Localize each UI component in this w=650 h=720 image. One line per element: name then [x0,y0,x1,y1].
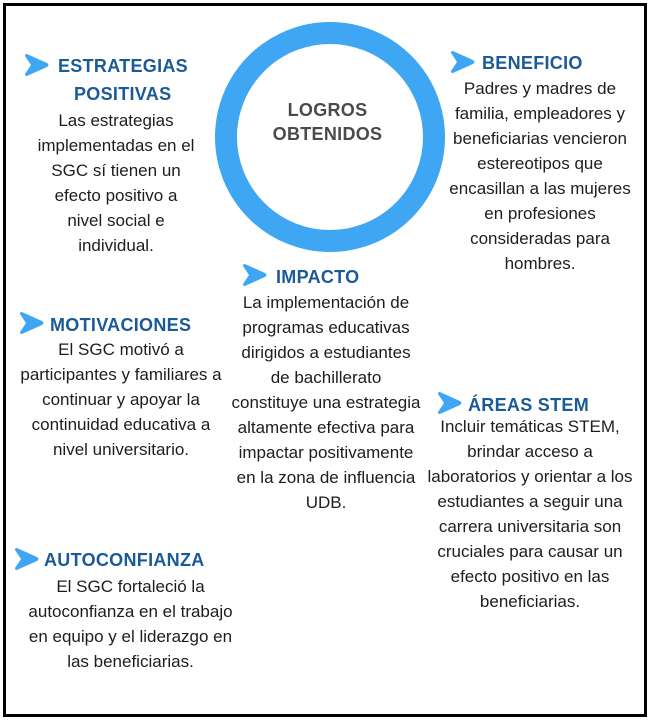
section-title: ÁREAS STEM [468,395,590,415]
section-text: Incluir temáticas STEM, brindar acceso a laboratorios y orientar a los estudiantes a seguir una carrera universitaria son cruciales para causar un efecto positivo en las beneficiarias. [427,417,633,611]
section-title: IMPACTO [276,267,360,287]
section-text: Padres y madres de familia, empleadores y beneficiarias vencieron estereotipos que encasillan a las mujeres en profesiones consideradas para hombres. [449,79,631,273]
section-text: El SGC fortaleció la autoconfianza en el trabajo en equipo y el liderazgo en las beneficiarias. [28,577,233,671]
play-arrow-icon [448,50,476,74]
play-arrow-icon [22,53,50,77]
section-title-line2: POSITIVAS [74,84,172,104]
section-text: El SGC motivó a participantes y familiares a continuar y apoyar la continuidad educativa a nivel universitario. [20,340,222,459]
section-title: ESTRATEGIAS [58,56,188,76]
center-title: LOGROS OBTENIDOS [272,100,383,144]
play-arrow-icon [12,547,40,571]
section-title: AUTOCONFIANZA [44,550,205,570]
play-arrow-icon [17,311,45,335]
play-arrow-icon [435,391,463,415]
section-text: Las estrategias implementadas en el SGC sí tienen un efecto positivo a nivel social e individual. [37,111,195,255]
section-text: La implementación de programas educativas dirigidos a estudiantes de bachillerato constituye una estrategia altamente efectiva para impactar positivamente en la zona de influencia UDB. [231,293,421,512]
section-title: BENEFICIO [482,53,583,73]
section-title: MOTIVACIONES [50,315,192,335]
play-arrow-icon [240,263,268,287]
